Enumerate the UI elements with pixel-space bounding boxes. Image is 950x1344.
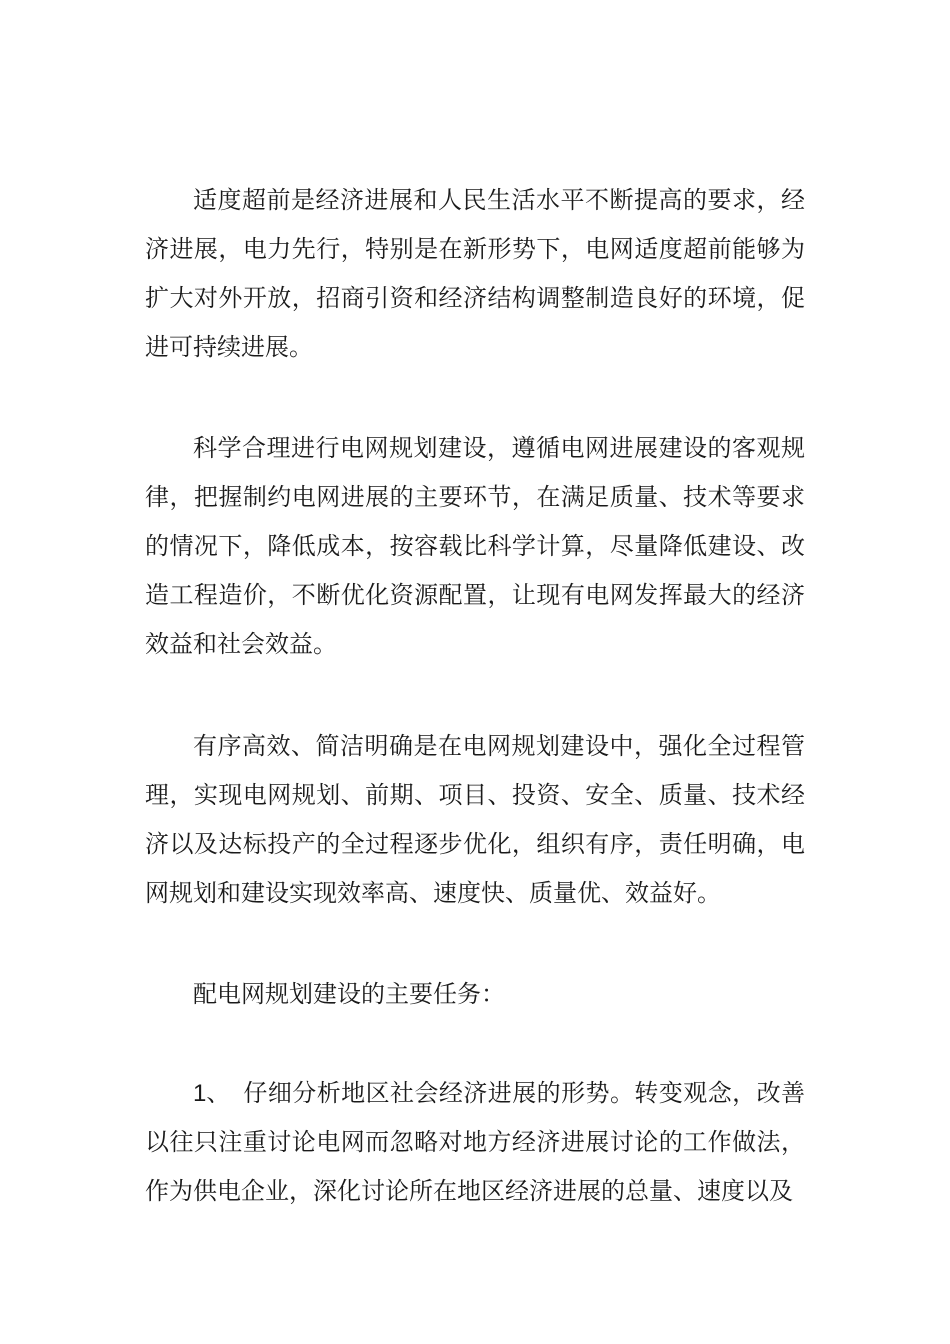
list-item xyxy=(145,1069,805,1216)
paragraph-scientific-planning: 科学合理进行电网规划建设，遵循电网进展建设的客观规律，把握制约电网进展的主要环节，在满足质量、技术等要求的情况下，降低成本，按容载比科学计算，尽量降低建设、改造工程造价，不断优化资源配置，让现有电网发挥最大的经济效益和社会效益。 xyxy=(145,434,805,658)
list-item-number: 1、 xyxy=(193,1080,231,1107)
paragraph-moderate-advance: 适度超前是经济进展和人民生活水平不断提高的要求，经济进展，电力先行，特别是在新形势下，电网适度超前能够为扩大对外开放，招商引资和经济结构调整制造良好的环境，促进可持续进展。 xyxy=(145,186,805,361)
section-heading: 配电网规划建设的主要任务： xyxy=(193,980,505,1008)
paragraph-orderly-efficient: 有序高效、简洁明确是在电网规划建设中，强化全过程管理，实现电网规划、前期、项目、投资、安全、质量、技术经济以及达标投产的全过程逐步优化，组织有序，责任明确，电网规划和建设实现效率高、速度快、质量优、效益好。 xyxy=(145,732,805,907)
list-item-text: 仔细分析地区社会经济进展的形势。转变观念，改善以往只注重讨论电网而忽略对地方经济进展讨论的工作做法，作为供电企业，深化讨论所在地区经济进展的总量、速度以及 xyxy=(145,1079,805,1205)
